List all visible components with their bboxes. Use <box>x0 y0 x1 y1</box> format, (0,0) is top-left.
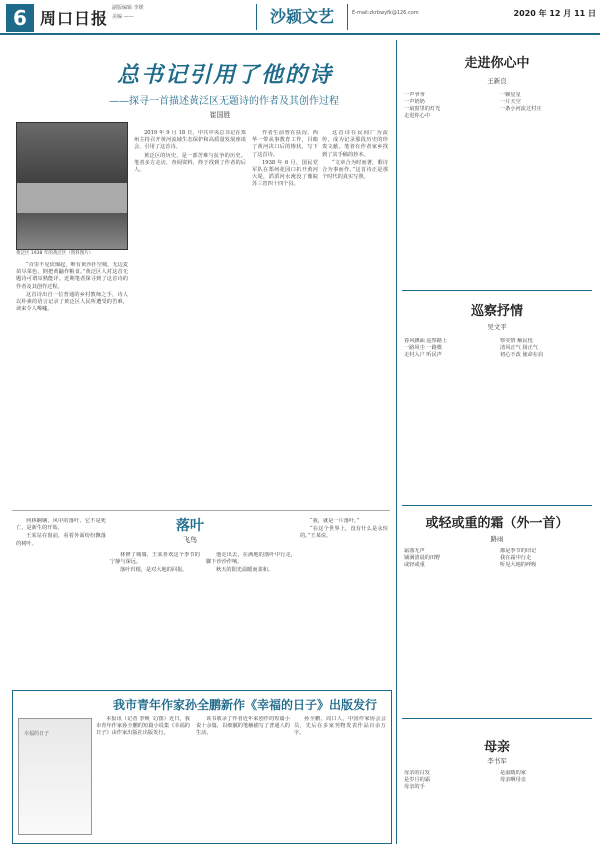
right-poem-2-text-b <box>500 338 590 498</box>
news-column-3 <box>294 716 386 838</box>
right-poem-3-author: 路雨 <box>490 535 504 543</box>
paragraph: 黄泛区的历史，是一部苦难与抗争的历史。笔者多方走访，查阅资料，终于找到了作者的后人。 <box>134 152 246 174</box>
poem-line: 春风拂面 巡察路上 <box>404 338 448 344</box>
photo-water-area <box>17 183 127 213</box>
right-poem-1-author: 王新良 <box>487 77 507 85</box>
poem-line: 一扇窗里的灯光 <box>404 106 441 112</box>
header-date: 2020 年 12 月 11 日 <box>513 9 596 18</box>
prose-column-1 <box>16 518 106 683</box>
paper-name: 周口日报 <box>40 9 109 28</box>
right-poem-1-text-b <box>500 92 590 277</box>
poem-line: 一声奶奶 <box>404 99 425 105</box>
poem-line: 是岁月的霜 <box>404 777 430 783</box>
article-column-1 <box>16 262 128 507</box>
right-poem-2-text <box>404 338 494 498</box>
poem-line: 听见大地的呼吸 <box>500 562 537 568</box>
right-poem-3-title: 或轻或重的霜（外一首） <box>425 516 569 531</box>
paragraph: “文章合为时而著，歌诗合为事而作。”这首诗正是那个时代的真实写照。 <box>322 159 388 181</box>
book-cover-title: 幸福的日子 <box>24 731 50 737</box>
right-poem-1-text <box>404 92 494 277</box>
poem-line: 清风正气 扬正气 <box>500 345 538 351</box>
right-poem-3-text <box>404 548 494 708</box>
prose-column-3 <box>206 552 296 683</box>
poem-line: 走进你心中 <box>404 113 430 119</box>
section-divider <box>12 510 390 511</box>
right-divider <box>402 718 592 719</box>
poem-line: 初心不改 使命在肩 <box>500 352 544 358</box>
poem-line: 霜落无声 <box>404 548 425 554</box>
paragraph: 该书收录了作者近年来创作的短篇小说十余篇，以细腻的笔触描写了普通人的生活。 <box>196 716 290 737</box>
news-column-2 <box>196 716 290 838</box>
poem-line: 一路风尘 一路歌 <box>404 345 442 351</box>
poem-line: 都是季节的印记 <box>500 548 537 554</box>
prose-column-4 <box>300 518 388 683</box>
prose-column-2 <box>110 552 200 683</box>
poem-line: 一条小河流过村庄 <box>500 106 542 112</box>
main-article-author: 崔国胜 <box>209 111 231 119</box>
paragraph: 本报讯（记者 李焕 文/图）近日，我市青年作家孙全鹏的短篇小说集《幸福的日子》由作家出版社出版发行。 <box>96 716 190 737</box>
prose-title: 落叶 <box>176 518 204 534</box>
paragraph: 这首诗在民间广为流传，成为记录那段历史的珍贵文献。笔者在作者家乡找到了其手稿的抄本。 <box>322 130 388 158</box>
poem-line: 母亲的白发 <box>404 770 430 776</box>
paragraph: 2019 年 9 月 18 日，中共中央总书记在郑州主持召开黄河流域生态保护和高质量发展座谈会，引用了这首诗。 <box>134 130 246 151</box>
historical-photo <box>16 122 128 250</box>
right-poem-4-title: 母亲 <box>483 740 510 755</box>
poem-line: 母亲的手 <box>404 784 425 790</box>
section-title: 沙颍文艺 <box>256 4 348 30</box>
header-info-line: 副版编辑 李媛 <box>112 5 144 11</box>
paragraph: “我，就是一片落叶。” <box>310 518 360 524</box>
header-divider <box>0 33 600 35</box>
paragraph: 孙全鹏，周口人，中国作家协会会员，先后在多家刊物发表作品百余万字。 <box>294 716 386 737</box>
header-contact: E-mail:zkrbwyfk@126.com <box>352 10 419 16</box>
poem-line: 我在霜中行走 <box>500 555 532 561</box>
right-poem-4-text-b <box>500 770 590 840</box>
right-poem-2-title: 巡察抒情 <box>470 304 523 319</box>
right-divider <box>402 290 592 291</box>
paragraph: “在这个世界上，没有什么是永恒的。”王某说。 <box>300 526 388 540</box>
poem-line: 察实情 解民忧 <box>500 338 533 344</box>
paragraph: “百里不见炊烟起，唯有黄沙扑空城，无边麦苗尽菜色，倒把黄鼬作粮食。”黄泛区人对这首无题诗可谓耳熟能详。近期笔者探寻到了这首诗的作者及其创作过程。 <box>16 262 128 290</box>
poem-line: 铺满清晨的田野 <box>404 555 441 561</box>
right-poem-2-author: 吴文平 <box>487 323 507 331</box>
page-number: 6 <box>6 4 34 32</box>
right-divider <box>402 505 592 506</box>
prose-author: 飞鸟 <box>183 536 197 544</box>
news-column-1 <box>96 716 190 838</box>
paragraph: 这首诗出自一位普通的乡村教师之手，诗人以朴素的语言记录了黄泛区人民所遭受的苦难，读来令人唏嘘。 <box>16 291 128 313</box>
right-poem-1-title: 走进你心中 <box>464 56 530 71</box>
page-header <box>0 0 600 36</box>
article-column-2 <box>134 130 246 507</box>
article-column-4 <box>322 130 388 507</box>
main-article-title: 总书记引用了他的诗 <box>116 62 333 88</box>
poem-line: 一颗星星 <box>500 92 521 98</box>
poem-line: 走村入户 听民声 <box>404 352 442 358</box>
main-article-subtitle: ——探寻一首描述黄泛区无题诗的作者及其创作过程 <box>109 96 339 107</box>
right-poem-4-author: 李书军 <box>487 757 507 765</box>
header-info-line: 美编 —— <box>112 14 134 20</box>
paragraph: 他走出去，在满地的落叶中行走，脚下沙沙作响。 <box>206 552 296 566</box>
paragraph: 林修了城墙，王某喜欢这个季节的宁静与深远。 <box>110 552 200 566</box>
paragraph: 作者生前曾在扶沟、西华一带从事教育工作，目睹了黄河决口后的惨状，写下了这首诗。 <box>252 130 318 158</box>
paragraph: 何林娴娴，风中的落叶，它不是死亡，是新生的开始。 <box>16 518 106 532</box>
photo-caption: 黄泛区 1938 年的黄泛区（资料图片） <box>16 251 94 256</box>
poem-line: 或轻或重 <box>404 562 425 568</box>
right-poem-4-text <box>404 770 494 840</box>
header-info <box>112 4 262 22</box>
paragraph: 1938 年 6 月，国民党军队在郑州花园口扒开黄河大堤，滔滔河水淹没了豫皖苏三省四十四个县。 <box>252 159 318 188</box>
poem-line: 一声爷爷 <box>404 92 425 98</box>
news-title: 我市青年作家孙全鹏新作《幸福的日子》出版发行 <box>112 698 377 712</box>
paragraph: 落叶归根，是对大地的回报。 <box>120 567 188 574</box>
article-column-3 <box>252 130 318 507</box>
poem-line: 是温暖的家 <box>500 770 526 776</box>
paragraph: 秋天的阳光温暖而柔和。 <box>216 567 274 574</box>
poem-line: 母亲啊母亲 <box>500 777 526 783</box>
right-poem-3-text-b <box>500 548 590 708</box>
poem-line: 一片天空 <box>500 99 521 105</box>
paragraph: 王某站在窗前，看着外面纷纷飘落的树叶。 <box>16 533 106 547</box>
